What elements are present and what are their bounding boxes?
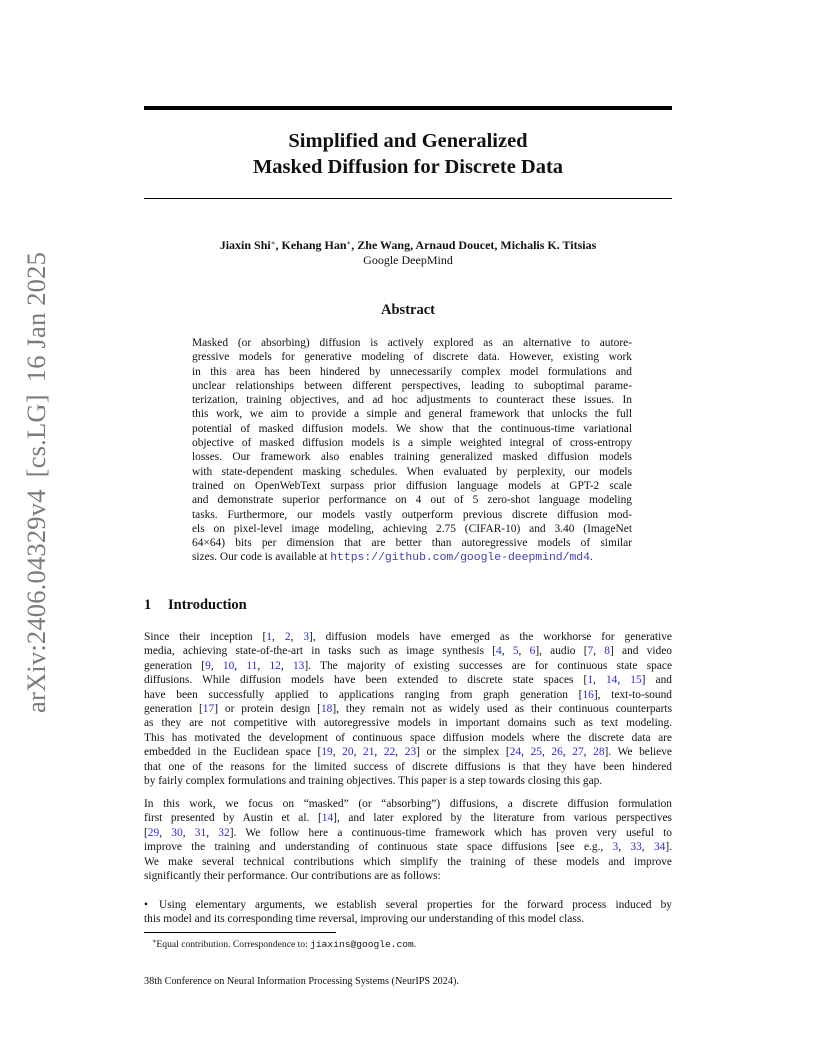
body-text: improve the training and understanding of continuous state space diffusions [see e.g.,: [144, 841, 613, 854]
text-line: [144, 673, 672, 687]
body-text: ], text-to-sound: [593, 688, 672, 701]
body-text: ].: [665, 841, 672, 854]
body-text: This has motivated the development of continuous space diffusion models where the discrete data are: [144, 731, 672, 744]
body-text: ,: [280, 659, 293, 672]
footnote-mark: ∗: [152, 938, 157, 945]
body-text: ,: [583, 746, 594, 759]
text-line: [144, 760, 672, 774]
body-text: ], audio [: [535, 645, 588, 658]
body-text: ,: [593, 645, 605, 658]
citation-link[interactable]: 10: [222, 659, 235, 672]
body-text: ] and video: [610, 645, 672, 658]
citation-link[interactable]: 25: [530, 746, 542, 759]
equal-contribution-mark: ∗: [270, 239, 276, 247]
body-text: generation [: [144, 659, 206, 672]
abstract-text: sizes. Our code is available at: [192, 551, 331, 564]
citation-link[interactable]: 17: [202, 703, 215, 716]
bullet-icon: •: [144, 899, 148, 911]
citation-link[interactable]: 28: [593, 746, 605, 759]
text-line: [144, 745, 672, 759]
text-line: [144, 688, 672, 702]
contribution-bullet: [144, 898, 672, 927]
citation-link[interactable]: 23: [404, 746, 417, 759]
citation-link[interactable]: 1: [587, 674, 594, 687]
body-text: ,: [332, 746, 343, 759]
abstract-line: tasks. Furthermore, our models vastly outperform previous discrete diffusion mod-: [192, 508, 632, 521]
body-text: ] and: [641, 674, 672, 687]
body-text: ,: [374, 746, 384, 759]
title-bottom-rule: [144, 198, 672, 199]
abstract-line: gressive models for generative modeling of discrete data. However, existing work: [192, 351, 632, 364]
text-line: [144, 869, 672, 883]
body-text: significantly their performance. Our contributions are as follows:: [144, 870, 441, 883]
body-text: that one of the reasons for the limited success of discrete diffusions is that they have been hindered: [144, 760, 672, 773]
code-link[interactable]: https://github.com/google-deepmind/md4: [330, 552, 590, 565]
body-text: ], and later explored by the literature from various perspectives: [333, 812, 672, 825]
abstract-line: with state-dependent masking schedules. When evaluated by perplexity, our models: [192, 465, 632, 478]
bullet-text: Using elementary arguments, we establish several properties for the forward process induced by: [159, 899, 672, 911]
abstract-line: Masked (or absorbing) diffusion is actively explored as an alternative to autore-: [192, 337, 632, 349]
abstract-line: els on pixel-level image modeling, achieving 2.75 (CIFAR-10) and 3.40 (ImageNet: [192, 522, 632, 535]
abstract-line: objective of masked diffusion models is a simple weighted integral of cross-entropy: [192, 437, 632, 450]
arxiv-stamp: [17, 251, 57, 714]
title-line-2: Masked Diffusion for Discrete Data: [252, 156, 564, 178]
body-text: ,: [521, 746, 531, 759]
author-2: Kehang Han: [281, 238, 347, 252]
arxiv-id[interactable]: arXiv:2406.04329v4: [21, 489, 52, 714]
bullet-line: [144, 898, 672, 912]
body-text: ]. We follow here a continuous-time framework which has proven very useful to: [229, 826, 673, 839]
abstract-line: 64×64) bits per dimension that are better than autoregressive models of similar: [192, 537, 632, 550]
body-text: ,: [290, 631, 304, 643]
citation-link[interactable]: 14: [321, 812, 334, 825]
body-text: ] or protein design [: [214, 703, 321, 716]
body-text: ], they remain not as widely used as their continuous counterparts: [332, 703, 672, 716]
body-text: by fairly complex formulations and training objectives. This paper is a step towards closing this gap.: [144, 775, 603, 788]
citation-link[interactable]: 26: [551, 746, 563, 759]
citation-link[interactable]: 12: [269, 659, 281, 672]
body-text: ,: [206, 826, 219, 839]
citation-link[interactable]: 6: [529, 645, 536, 658]
footnote-email[interactable]: jiaxins@google.com: [310, 939, 414, 950]
body-text: ,: [562, 746, 573, 759]
text-line: [144, 630, 672, 644]
body-text: ,: [353, 746, 364, 759]
text-line: [144, 811, 672, 825]
arxiv-category: [cs.LG]: [21, 394, 52, 478]
citation-link[interactable]: 20: [342, 746, 354, 759]
citation-link[interactable]: 1: [266, 631, 272, 643]
citation-link[interactable]: 18: [320, 703, 333, 716]
citation-link[interactable]: 7: [587, 645, 594, 658]
affiliation: Google DeepMind: [363, 253, 453, 267]
other-authors: Zhe Wang, Arnaud Doucet, Michalis K. Titsias: [357, 238, 597, 252]
body-text: ,: [541, 746, 552, 759]
citation-link[interactable]: 3: [612, 841, 619, 854]
title-top-rule: [144, 106, 672, 110]
text-line: [144, 797, 672, 811]
text-line: [144, 855, 672, 869]
text-line: [144, 716, 672, 730]
paper-title: [144, 128, 672, 180]
text-line: [144, 644, 672, 658]
citation-link[interactable]: 15: [630, 674, 642, 687]
body-text: ,: [271, 631, 285, 643]
body-text: Since their inception [: [144, 631, 267, 643]
citation-link[interactable]: 30: [171, 826, 183, 839]
author-block: [144, 236, 672, 268]
body-text: ]. The majority of existing successes are for continuous state space: [304, 659, 672, 672]
equal-contribution-mark: ∗: [346, 239, 352, 247]
citation-link[interactable]: 2: [284, 631, 291, 643]
abstract-line: losses. Our framework also enables training generalized masked diffusion models: [192, 451, 632, 464]
text-line: [144, 731, 672, 745]
title-line-1: Simplified and Generalized: [288, 130, 528, 152]
body-text: ,: [641, 841, 654, 854]
text-line: [144, 840, 672, 854]
body-text: ,: [159, 826, 172, 839]
abstract-line: and demonstrate superior performance on 4 out of 5 zero-shot language modeling: [192, 494, 632, 507]
body-text: ] or the simplex [: [416, 746, 510, 759]
bullet-text: this model and its corresponding time reversal, improving our understanding of this model class.: [144, 913, 585, 926]
author-names: Jiaxin Shi∗, Kehang Han∗, Zhe Wang, Arnaud Doucet, Michalis K. Titsias: [219, 238, 597, 252]
intro-paragraph-2: [144, 797, 672, 883]
citation-link[interactable]: 16: [582, 688, 594, 701]
body-text: ]. We believe: [604, 746, 672, 759]
text-line: [144, 826, 672, 840]
abstract-text: .: [589, 551, 593, 564]
citation-link[interactable]: 32: [218, 826, 230, 839]
text-line: [144, 659, 672, 673]
section-heading: [144, 597, 247, 614]
body-text: ,: [618, 841, 631, 854]
abstract-body: [192, 336, 632, 566]
citation-link[interactable]: 31: [194, 826, 207, 839]
body-text: ,: [210, 659, 223, 672]
body-text: ,: [182, 826, 195, 839]
citation-link[interactable]: 21: [363, 746, 375, 759]
abstract-line: trained on OpenWebText surpass prior diffusion language models at GPT-2 scale: [192, 479, 632, 492]
body-text: ], diffusion models have emerged as the workhorse for generative: [309, 631, 672, 643]
intro-paragraph-1: [144, 630, 672, 788]
abstract-line: this work, we aim to provide a simple and general framework that unlocks the full: [192, 408, 632, 421]
body-text: generation [: [144, 703, 203, 716]
abstract-line: terization, training objectives, and ad hoc adjustments to counteract these issues. In: [192, 394, 632, 407]
abstract-heading: Abstract: [381, 302, 435, 318]
body-text: ,: [617, 674, 631, 687]
body-text: ,: [593, 674, 606, 687]
text-line: [144, 702, 672, 716]
body-text: ,: [518, 645, 530, 658]
citation-link[interactable]: 19: [321, 746, 333, 759]
section-title: Introduction: [168, 597, 247, 613]
footnote-rule: [144, 932, 336, 933]
citation-link[interactable]: 13: [292, 659, 305, 672]
citation-link[interactable]: 8: [604, 645, 610, 658]
abstract-line: potential of masked diffusion models. We show that the continuous-time variational: [192, 422, 632, 435]
section-number: 1: [144, 597, 152, 613]
abstract-last-line: [192, 550, 632, 565]
body-text: as they are not competitive with autoregressive models in important domains such as text modeling.: [144, 717, 672, 730]
body-text: ,: [501, 645, 513, 658]
citation-link[interactable]: 29: [147, 826, 160, 839]
citation-link[interactable]: 34: [653, 841, 666, 854]
citation-link[interactable]: 3: [303, 631, 310, 643]
citation-link[interactable]: 22: [383, 746, 396, 759]
text-line: [144, 774, 672, 788]
body-text: diffusions. While diffusion models have been extended to discrete state spaces [: [144, 674, 588, 687]
body-text: ,: [395, 746, 405, 759]
abstract-line: in this area has been hindered by unnecessarily complex model formulations and: [192, 365, 632, 378]
citation-link[interactable]: 24: [509, 746, 522, 759]
body-text: media, achieving state-of-the-art in tasks such as image synthesis [: [144, 645, 497, 658]
body-text: ,: [234, 659, 247, 672]
abstract-line: unclear relationships between different perspectives, leading to suboptimal parame-: [192, 379, 632, 392]
body-text: have been successfully applied to applications ranging from graph generation [: [144, 688, 583, 701]
citation-link[interactable]: 9: [205, 659, 211, 672]
footnote: [152, 936, 416, 951]
citation-link[interactable]: 14: [605, 674, 618, 687]
body-text: embedded in the Euclidean space [: [144, 746, 322, 759]
body-text: In this work, we focus on “masked” (or “absorbing”) diffusions, a discrete diffusion formulation: [144, 798, 672, 810]
citation-link[interactable]: 4: [496, 645, 502, 658]
citation-link[interactable]: 5: [512, 645, 519, 658]
footnote-text: Equal contribution. Correspondence to:: [156, 939, 311, 950]
citation-link[interactable]: 11: [246, 659, 258, 672]
arxiv-date: 16 Jan 2025: [21, 251, 52, 383]
citation-link[interactable]: 27: [572, 746, 584, 759]
citation-link[interactable]: 33: [630, 841, 642, 854]
body-text: We make several technical contributions which simplify the training of these models and improve: [144, 855, 672, 868]
body-text: ,: [257, 659, 270, 672]
conference-note: 38th Conference on Neural Information Processing Systems (NeurIPS 2024).: [144, 976, 459, 987]
footnote-text: .: [413, 939, 417, 950]
body-text: first presented by Austin et al. [: [144, 812, 322, 825]
author-1: Jiaxin Shi: [219, 238, 271, 252]
body-text: [: [144, 826, 148, 839]
bullet-line: [144, 912, 672, 926]
